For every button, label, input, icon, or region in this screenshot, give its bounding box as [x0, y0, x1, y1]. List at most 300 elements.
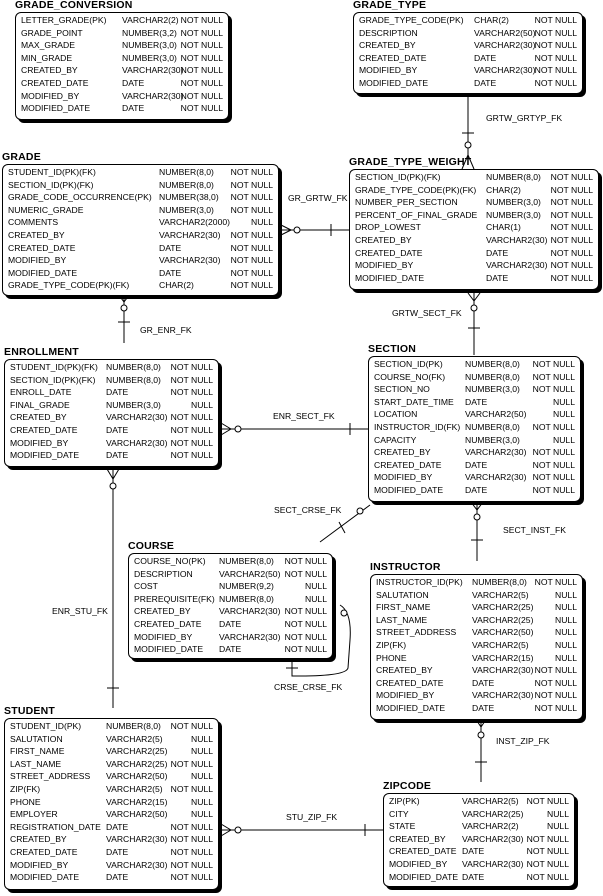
column-type: VARCHAR2(2)	[462, 821, 519, 832]
column-nullability: NOT NULL	[284, 568, 327, 579]
column-type: VARCHAR2(50)	[106, 771, 168, 782]
column-type: VARCHAR2(5)	[106, 733, 163, 744]
column-nullability: NOT NULL	[170, 834, 213, 845]
column-row	[374, 371, 580, 384]
column-nullability: NOT NULL	[532, 472, 575, 483]
column-name: MODIFIED_BY	[389, 858, 448, 869]
column-type: VARCHAR2(50)	[106, 809, 168, 820]
column-name: MODIFIED_BY	[134, 631, 193, 642]
column-row	[10, 386, 218, 399]
column-name: MODIFIED_BY	[355, 260, 414, 271]
column-nullability: NOT NULL	[230, 179, 273, 190]
column-row	[376, 664, 582, 677]
column-name: CREATED_DATE	[376, 677, 444, 688]
column-row	[10, 808, 218, 821]
column-type: VARCHAR2(5)	[106, 783, 163, 794]
column-row	[355, 259, 598, 272]
column-name: LOCATION	[374, 409, 418, 420]
column-nullability: NOT NULL	[532, 384, 575, 395]
column-name: CREATED_DATE	[134, 618, 202, 629]
column-row	[8, 279, 278, 292]
entity-title: GRADE_TYPE_WEIGHT	[349, 156, 472, 168]
column-name: MODIFIED_DATE	[376, 702, 446, 713]
column-name: SECTION_ID(PK)	[374, 359, 443, 369]
column-nullability: NOT NULL	[532, 459, 575, 470]
column-name: STUDENT_ID(PK)(FK)	[10, 362, 98, 372]
column-type: VARCHAR2(2)	[122, 15, 179, 25]
column-row	[374, 484, 580, 497]
column-nullability: NOT NULL	[170, 846, 213, 857]
column-row	[355, 247, 598, 260]
column-type: NUMBER(8,0)	[159, 167, 214, 177]
column-nullability: NOT NULL	[230, 267, 273, 278]
column-name: CREATED_DATE	[374, 459, 442, 470]
column-type: DATE	[106, 424, 129, 435]
column-nullability: NULL	[555, 589, 577, 600]
column-name: CREATED_DATE	[389, 846, 457, 857]
column-nullability: NOT NULL	[230, 167, 273, 177]
rel-label-gr-enr: GR_ENR_FK	[140, 325, 192, 335]
column-nullability: NOT NULL	[180, 65, 223, 76]
column-row	[376, 677, 582, 690]
column-nullability: NOT NULL	[284, 618, 327, 629]
column-row	[134, 643, 332, 656]
column-name: LETTER_GRADE(PK)	[21, 15, 107, 25]
column-nullability: NULL	[553, 409, 575, 420]
column-name: SECTION_NO	[374, 384, 430, 395]
column-row	[355, 184, 598, 197]
column-nullability: NOT NULL	[180, 27, 223, 38]
column-name: PERCENT_OF_FINAL_GRADE	[355, 209, 478, 220]
column-row	[374, 446, 580, 459]
column-name: INSTRUCTOR_ID(FK)	[374, 421, 461, 432]
column-type: VARCHAR2(25)	[472, 602, 534, 613]
entity-grade-conversion[interactable]	[15, 0, 229, 120]
column-name: CREATED_DATE	[21, 77, 89, 88]
column-name: PHONE	[10, 796, 41, 807]
column-type: VARCHAR2(30)	[474, 65, 536, 76]
column-type: NUMBER(8,0)	[465, 359, 520, 369]
column-nullability: NOT NULL	[550, 272, 593, 283]
column-row	[359, 27, 582, 40]
column-type: VARCHAR2(30)	[219, 631, 281, 642]
column-type: VARCHAR2(30)	[462, 833, 524, 844]
column-type: VARCHAR2(30)	[462, 858, 524, 869]
entity-grade[interactable]	[2, 151, 279, 296]
column-type: NUMBER(3,2)	[122, 27, 177, 38]
column-name: MIN_GRADE	[21, 52, 73, 63]
column-row	[376, 639, 582, 652]
column-type: VARCHAR2(30)	[159, 255, 221, 266]
column-row	[10, 733, 218, 746]
column-name: MODIFIED_DATE	[374, 484, 444, 495]
column-name: STUDENT_ID(PK)	[10, 721, 82, 731]
column-type: VARCHAR2(5)	[472, 589, 529, 600]
column-nullability: NULL	[191, 746, 213, 757]
column-type: NUMBER(38,0)	[159, 192, 219, 203]
column-nullability: NULL	[251, 217, 273, 228]
column-name: INSTRUCTOR_ID(PK)	[376, 577, 463, 587]
column-type: VARCHAR2(30)	[219, 606, 281, 617]
column-row	[8, 166, 278, 179]
column-type: VARCHAR2(30)	[465, 447, 527, 458]
column-name: SECTION_ID(PK)(FK)	[8, 179, 94, 190]
column-row	[389, 858, 574, 871]
column-type: NUMBER(3,0)	[159, 204, 214, 215]
column-row	[10, 720, 218, 733]
column-nullability: NOT NULL	[230, 229, 273, 240]
column-name: ZIP(PK)	[389, 796, 420, 806]
column-nullability: NOT NULL	[180, 103, 223, 114]
column-row	[355, 196, 598, 209]
column-row	[21, 77, 228, 90]
column-nullability: NOT NULL	[534, 677, 577, 688]
column-type: VARCHAR2(25)	[106, 746, 168, 757]
column-type: DATE	[474, 77, 497, 88]
column-row	[355, 171, 598, 184]
column-type: DATE	[106, 450, 129, 461]
column-nullability: NOT NULL	[526, 833, 569, 844]
column-row	[359, 14, 582, 27]
column-row	[8, 229, 278, 242]
entity-title: GRADE_TYPE	[353, 0, 427, 11]
column-row	[374, 383, 580, 396]
column-name: CREATED_DATE	[10, 424, 78, 435]
column-type: VARCHAR2(30)	[486, 234, 548, 245]
entity-title: ZIPCODE	[383, 780, 432, 792]
column-row	[359, 64, 582, 77]
column-name: FIRST_NAME	[10, 746, 65, 757]
column-type: NUMBER(3,0)	[465, 434, 520, 445]
column-row	[10, 833, 218, 846]
column-type: CHAR(2)	[159, 280, 194, 291]
entity-title: INSTRUCTOR	[370, 561, 441, 573]
column-nullability: NULL	[191, 809, 213, 820]
rel-label-grtw-sect: GRTW_SECT_FK	[392, 308, 462, 318]
column-nullability: NULL	[555, 602, 577, 613]
column-type: DATE	[465, 396, 488, 407]
column-type: VARCHAR2(30)	[486, 260, 548, 271]
column-nullability: NOT NULL	[532, 359, 575, 369]
column-name: NUMBER_PER_SECTION	[355, 197, 458, 208]
column-nullability: NULL	[305, 593, 327, 604]
column-name: ENROLL_DATE	[10, 387, 72, 398]
column-row	[10, 770, 218, 783]
column-nullability: NOT NULL	[284, 644, 327, 655]
column-type: VARCHAR2(50)	[474, 27, 536, 38]
column-nullability: NOT NULL	[170, 872, 213, 883]
column-nullability: NOT NULL	[170, 721, 213, 731]
column-row	[355, 209, 598, 222]
entity-grade-type-weight[interactable]	[349, 156, 599, 290]
column-row	[374, 421, 580, 434]
column-type: VARCHAR2(25)	[462, 808, 524, 819]
column-type: VARCHAR2(30)	[472, 665, 534, 676]
column-type: NUMBER(8,0)	[106, 721, 161, 731]
column-nullability: NOT NULL	[532, 484, 575, 495]
column-type: VARCHAR2(30)	[122, 90, 184, 101]
column-name: STREET_ADDRESS	[376, 627, 457, 638]
column-row	[134, 555, 332, 568]
column-nullability: NULL	[191, 399, 213, 410]
column-row	[134, 618, 332, 631]
rel-label-grtw-grtyp: GRTW_GRTYP_FK	[486, 113, 563, 123]
column-nullability: NOT NULL	[534, 577, 577, 587]
column-row	[21, 52, 228, 65]
column-nullability: NOT NULL	[534, 702, 577, 713]
column-nullability: NOT NULL	[526, 871, 569, 882]
column-row	[10, 758, 218, 771]
column-name: MODIFIED_BY	[374, 472, 433, 483]
column-nullability: NOT NULL	[170, 437, 213, 448]
column-nullability: NULL	[553, 396, 575, 407]
column-type: NUMBER(3,0)	[106, 399, 161, 410]
column-nullability: NOT NULL	[534, 52, 577, 63]
column-row	[376, 626, 582, 639]
rel-label-inst-zip: INST_ZIP_FK	[496, 736, 550, 746]
column-type: DATE	[462, 871, 485, 882]
rel-label-sect-inst: SECT_INST_FK	[503, 525, 567, 535]
column-row	[8, 216, 278, 229]
column-row	[10, 859, 218, 872]
column-row	[10, 796, 218, 809]
column-nullability: NOT NULL	[170, 387, 213, 398]
column-type: DATE	[122, 77, 145, 88]
column-nullability: NULL	[555, 614, 577, 625]
column-name: CREATED_BY	[21, 65, 78, 76]
column-row	[374, 358, 580, 371]
column-type: DATE	[159, 267, 182, 278]
entity-enrollment[interactable]	[4, 346, 219, 467]
rel-label-stu-zip: STU_ZIP_FK	[286, 812, 338, 822]
column-type: NUMBER(8,0)	[159, 179, 214, 190]
column-name: MODIFIED_BY	[10, 437, 69, 448]
column-type: NUMBER(3,0)	[122, 40, 177, 51]
column-nullability: NULL	[191, 733, 213, 744]
column-row	[374, 459, 580, 472]
column-name: MAX_GRADE	[21, 40, 75, 51]
column-row	[21, 27, 228, 40]
column-row	[134, 580, 332, 593]
column-name: GRADE_CODE_OCCURRENCE(PK)	[8, 192, 152, 203]
column-name: CREATED_BY	[10, 834, 67, 845]
column-type: NUMBER(8,0)	[106, 362, 161, 372]
column-name: MODIFIED_DATE	[8, 267, 78, 278]
column-type: DATE	[106, 846, 129, 857]
column-name: DESCRIPTION	[134, 568, 193, 579]
rel-label-crse-crse: CRSE_CRSE_FK	[274, 682, 343, 692]
column-type: CHAR(1)	[486, 222, 521, 233]
column-nullability: NOT NULL	[532, 371, 575, 382]
column-type: VARCHAR2(30)	[465, 472, 527, 483]
column-row	[376, 702, 582, 715]
column-nullability: NOT NULL	[170, 412, 213, 423]
column-nullability: NULL	[547, 808, 569, 819]
column-name: CREATED_BY	[10, 412, 67, 423]
column-name: DROP_LOWEST	[355, 222, 421, 233]
column-row	[10, 424, 218, 437]
column-nullability: NOT NULL	[534, 40, 577, 51]
column-nullability: NOT NULL	[230, 280, 273, 291]
column-nullability: NOT NULL	[170, 362, 213, 372]
column-row	[10, 399, 218, 412]
column-nullability: NOT NULL	[170, 783, 213, 794]
column-nullability: NULL	[555, 627, 577, 638]
column-nullability: NOT NULL	[534, 27, 577, 38]
column-type: DATE	[472, 677, 495, 688]
column-row	[10, 411, 218, 424]
column-type: DATE	[474, 52, 497, 63]
column-nullability: NOT NULL	[550, 197, 593, 208]
column-type: DATE	[106, 387, 129, 398]
column-name: DESCRIPTION	[359, 27, 418, 38]
column-row	[21, 14, 228, 27]
column-name: GRADE_TYPE_CODE(PK)(FK)	[8, 280, 130, 291]
column-name: PHONE	[376, 652, 407, 663]
column-type: NUMBER(8,0)	[472, 577, 527, 587]
column-type: DATE	[106, 821, 129, 832]
column-row	[359, 77, 582, 90]
column-row	[8, 191, 278, 204]
column-nullability: NOT NULL	[550, 260, 593, 271]
column-type: VARCHAR2(30)	[122, 65, 184, 76]
column-type: VARCHAR2(2000)	[159, 217, 231, 228]
column-name: START_DATE_TIME	[374, 396, 454, 407]
column-name: LAST_NAME	[10, 758, 62, 769]
column-row	[376, 589, 582, 602]
column-type: VARCHAR2(30)	[106, 859, 168, 870]
column-name: PREREQUISITE(FK)	[134, 593, 215, 604]
column-row	[359, 52, 582, 65]
column-type: VARCHAR2(30)	[472, 690, 534, 701]
column-name: ZIP(FK)	[376, 639, 407, 650]
column-name: MODIFIED_DATE	[21, 103, 91, 114]
column-row	[134, 568, 332, 581]
column-nullability: NULL	[191, 771, 213, 782]
column-row	[389, 845, 574, 858]
entity-instructor[interactable]	[370, 561, 583, 720]
entity-student[interactable]	[4, 705, 219, 890]
column-nullability: NOT NULL	[284, 606, 327, 617]
column-type: DATE	[462, 846, 485, 857]
column-nullability: NOT NULL	[550, 222, 593, 233]
column-type: VARCHAR2(30)	[106, 834, 168, 845]
column-name: STREET_ADDRESS	[10, 771, 91, 782]
column-row	[389, 833, 574, 846]
column-name: SECTION_ID(PK)(FK)	[355, 172, 441, 182]
column-row	[10, 437, 218, 450]
column-name: CREATED_BY	[374, 447, 431, 458]
column-type: VARCHAR2(50)	[219, 568, 281, 579]
entity-grade-type[interactable]	[353, 0, 583, 94]
column-name: REGISTRATION_DATE	[10, 821, 101, 832]
column-name: CITY	[389, 808, 409, 819]
column-row	[21, 102, 228, 115]
column-type: NUMBER(8,0)	[106, 374, 161, 385]
column-name: MODIFIED_BY	[8, 255, 67, 266]
column-name: CREATED_BY	[389, 833, 446, 844]
column-row	[355, 221, 598, 234]
entity-title: ENROLLMENT	[4, 346, 79, 358]
column-name: EMPLOYER	[10, 809, 58, 820]
column-type: VARCHAR2(30)	[106, 437, 168, 448]
column-type: VARCHAR2(25)	[472, 614, 534, 625]
column-type: VARCHAR2(50)	[465, 409, 527, 420]
column-type: DATE	[106, 872, 129, 883]
column-type: VARCHAR2(15)	[106, 796, 168, 807]
column-type: NUMBER(8,0)	[465, 421, 520, 432]
column-type: DATE	[486, 272, 509, 283]
column-nullability: NOT NULL	[180, 90, 223, 101]
column-nullability: NOT NULL	[550, 234, 593, 245]
column-nullability: NOT NULL	[230, 242, 273, 253]
entity-title: SECTION	[368, 343, 417, 355]
column-name: CREATED_BY	[359, 40, 416, 51]
column-nullability: NOT NULL	[170, 424, 213, 435]
column-row	[376, 652, 582, 665]
column-row	[8, 179, 278, 192]
column-name: GRADE_POINT	[21, 27, 83, 38]
column-nullability: NOT NULL	[534, 665, 577, 676]
column-name: MODIFIED_DATE	[10, 872, 80, 883]
column-type: VARCHAR2(15)	[472, 652, 534, 663]
column-nullability: NOT NULL	[534, 690, 577, 701]
entity-title: COURSE	[128, 540, 175, 552]
column-row	[10, 361, 218, 374]
column-nullability: NOT NULL	[532, 421, 575, 432]
column-row	[376, 601, 582, 614]
column-name: STATE	[389, 821, 416, 832]
column-name: CREATED_BY	[134, 606, 191, 617]
column-row	[134, 593, 332, 606]
column-nullability: NOT NULL	[170, 450, 213, 461]
column-row	[134, 605, 332, 618]
entity-section[interactable]	[368, 343, 581, 502]
column-name: MODIFIED_DATE	[10, 450, 80, 461]
column-nullability: NOT NULL	[170, 758, 213, 769]
column-nullability: NOT NULL	[170, 859, 213, 870]
column-name: SALUTATION	[10, 733, 63, 744]
column-type: DATE	[219, 644, 242, 655]
entity-title: GRADE_CONVERSION	[15, 0, 133, 11]
entity-zipcode[interactable]	[383, 780, 575, 887]
column-nullability: NULL	[305, 581, 327, 592]
column-name: FINAL_GRADE	[10, 399, 70, 410]
column-type: CHAR(2)	[474, 15, 509, 25]
column-name: MODIFIED_DATE	[355, 272, 425, 283]
column-nullability: NULL	[547, 821, 569, 832]
column-nullability: NOT NULL	[230, 204, 273, 215]
column-name: CREATED_DATE	[8, 242, 76, 253]
column-row	[376, 576, 582, 589]
column-row	[389, 795, 574, 808]
column-name: FIRST_NAME	[376, 602, 431, 613]
column-row	[389, 820, 574, 833]
column-name: MODIFIED_BY	[359, 65, 418, 76]
column-name: MODIFIED_DATE	[359, 77, 429, 88]
entity-course[interactable]	[128, 540, 333, 659]
column-row	[10, 374, 218, 387]
column-type: VARCHAR2(5)	[462, 796, 519, 806]
column-type: DATE	[465, 459, 488, 470]
column-type: VARCHAR2(30)	[474, 40, 536, 51]
column-type: DATE	[122, 103, 145, 114]
column-name: SECTION_ID(PK)(FK)	[10, 374, 96, 385]
entity-title: GRADE	[2, 151, 41, 163]
column-type: VARCHAR2(5)	[472, 639, 529, 650]
column-row	[389, 871, 574, 884]
column-type: VARCHAR2(30)	[159, 229, 221, 240]
